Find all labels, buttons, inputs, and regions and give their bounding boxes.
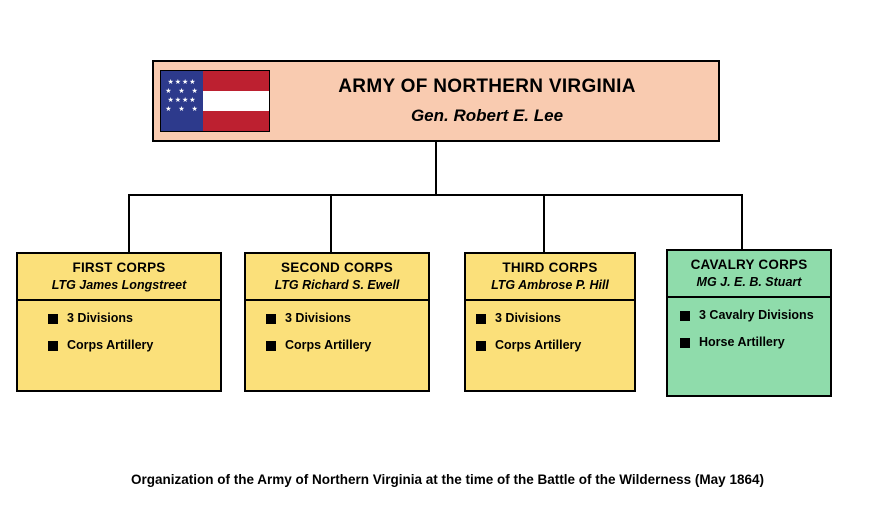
list-item [48, 311, 210, 326]
connector-drop-cavalry-corps [741, 194, 743, 249]
list-item [476, 311, 624, 326]
corps-commander: LTG James Longstreet [51, 278, 187, 292]
corps-unit-list [466, 301, 634, 390]
corps-box-third-corps[interactable] [464, 252, 636, 392]
corps-name: SECOND CORPS [281, 260, 393, 275]
corps-name: THIRD CORPS [502, 260, 598, 275]
corps-name: FIRST CORPS [72, 260, 166, 275]
square-bullet-icon [476, 314, 486, 324]
unit-label: 3 Divisions [67, 311, 133, 325]
corps-header [246, 254, 428, 301]
corps-box-second-corps[interactable] [244, 252, 430, 392]
connector-drop-second-corps [330, 194, 332, 252]
corps-box-first-corps[interactable] [16, 252, 222, 392]
list-item [266, 338, 418, 353]
flag-stripe-middle [203, 91, 269, 111]
corps-unit-list [246, 301, 428, 390]
square-bullet-icon [680, 311, 690, 321]
unit-label: 3 Divisions [285, 311, 351, 325]
corps-commander: LTG Ambrose P. Hill [491, 278, 609, 292]
flag-stars-icon: ★★★★ ★ ★ ★ ★★★★ ★ ★ ★ [165, 79, 199, 113]
flag-stripe-bottom [203, 111, 269, 131]
square-bullet-icon [680, 338, 690, 348]
unit-label: Corps Artillery [285, 338, 372, 352]
confederate-first-national-flag-icon [160, 70, 270, 132]
unit-label: Corps Artillery [495, 338, 582, 352]
list-item [680, 335, 820, 350]
unit-label: 3 Cavalry Divisions [699, 308, 814, 322]
headquarters-text [270, 62, 718, 140]
corps-box-cavalry-corps[interactable] [666, 249, 832, 397]
headquarters-commander: Gen. Robert E. Lee [410, 106, 564, 125]
connector-horizontal-bus [128, 194, 743, 196]
corps-header [466, 254, 634, 301]
unit-label: 3 Divisions [495, 311, 561, 325]
connector-trunk-vertical [435, 142, 437, 194]
corps-commander: LTG Richard S. Ewell [274, 278, 400, 292]
list-item [476, 338, 624, 353]
unit-label: Corps Artillery [67, 338, 154, 352]
list-item [48, 338, 210, 353]
headquarters-title: ARMY OF NORTHERN VIRGINIA [338, 76, 636, 97]
square-bullet-icon [48, 341, 58, 351]
corps-unit-list [18, 301, 220, 390]
corps-unit-list [668, 298, 830, 395]
diagram-caption: Organization of the Army of Northern Virginia at the time of the Battle of the Wilderness (May 1864) [131, 472, 764, 487]
list-item [266, 311, 418, 326]
connector-drop-third-corps [543, 194, 545, 252]
corps-header [668, 251, 830, 298]
list-item [680, 308, 820, 323]
square-bullet-icon [48, 314, 58, 324]
headquarters-box [152, 60, 720, 142]
flag-stripe-top [203, 71, 269, 91]
corps-name: CAVALRY CORPS [690, 257, 808, 272]
unit-label: Horse Artillery [699, 335, 785, 349]
square-bullet-icon [266, 314, 276, 324]
square-bullet-icon [476, 341, 486, 351]
corps-header [18, 254, 220, 301]
square-bullet-icon [266, 341, 276, 351]
connector-drop-first-corps [128, 194, 130, 252]
corps-commander: MG J. E. B. Stuart [696, 275, 802, 289]
